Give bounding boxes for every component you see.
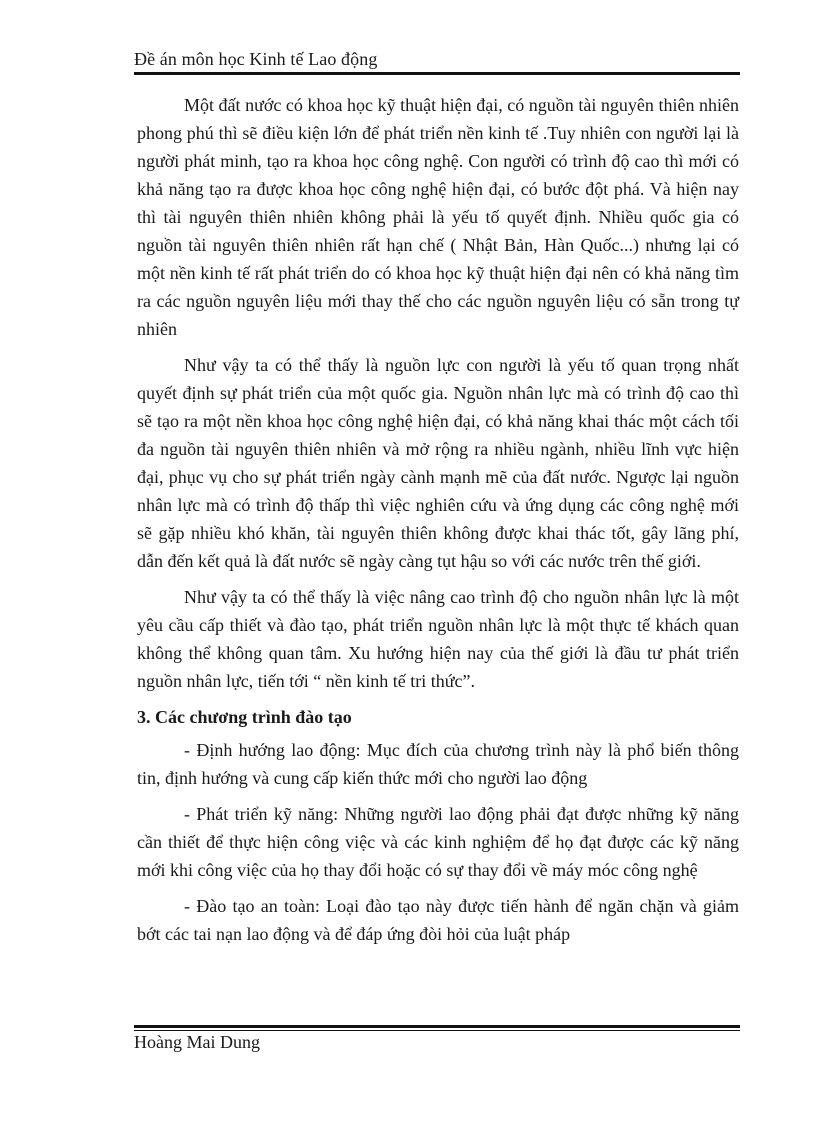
footer-rule-thick [134,1025,740,1028]
section-heading: 3. Các chương trình đào tạo [137,707,352,727]
page-header [134,48,740,70]
body-paragraph-1: Một đất nước có khoa học kỹ thuật hiện đại, có nguồn tài nguyên thiên nhiên phong phú thì sẽ điều kiện lớn để phát triển nền kinh tế .Tuy nhiên con người lại là người phát minh, tạo ra khoa học công nghệ. Con người có trình độ cao thì mới có khả năng tạo ra được khoa học công nghệ hiện đại, có bước đột phá. Và hiện nay thì tài nguyên thiên nhiên không phải là yếu tố quyết định. Nhiều quốc gia có nguồn tài nguyên thiên nhiên rất hạn chế ( Nhật Bản, Hàn Quốc...) nhưng lại có một nền kinh tế rất phát triển do có khoa học kỹ thuật hiện đại nên có khả năng tìm ra các nguồn nguyên liệu mới thay thế cho các nguồn nguyên liệu có sẵn trong tự nhiên [137,95,739,339]
footer-author: Hoàng Mai Dung [134,1032,260,1052]
list-item-skills: - Phát triển kỹ năng: Những người lao động phải đạt được những kỹ năng cần thiết để thực hiện công việc và các kinh nghiệm để họ đạt được các kỹ năng mới khi công việc của họ thay đổi hoặc có sự thay đổi về máy móc công nghệ [137,804,739,880]
body-paragraph-3: Như vậy ta có thể thấy là việc nâng cao trình độ cho nguồn nhân lực là một yêu cầu cấp thiết và đào tạo, phát triển nguồn nhân lực là một thực tế khách quan không thể không quan tâm. Xu hướng hiện nay của thế giới là đầu tư phát triển nguồn nhân lực, tiến tới “ nền kinh tế tri thức”. [137,587,739,691]
list-item-orientation: - Định hướng lao động: Mục đích của chương trình này là phổ biến thông tin, định hướng và cung cấp kiến thức mới cho người lao động [137,740,739,788]
document-title: Đề án môn học Kinh tế Lao động [134,49,378,69]
body-paragraph-2: Như vậy ta có thể thấy là nguồn lực con người là yếu tố quan trọng nhất quyết định sự phát triển của một quốc gia. Nguồn nhân lực mà có trình độ cao thì sẽ tạo ra một nền khoa học công nghệ hiện đại, có khả năng khai thác một cách tối đa nguồn tài nguyên thiên nhiên và mở rộng ra nhiều ngành, nhiều lĩnh vực hiện đại, phục vụ cho sự phát triển ngày cành mạnh mẽ của đất nước. Ngược lại nguồn nhân lực mà có trình độ thấp thì việc nghiên cứu và ứng dụng các công nghệ mới sẽ gặp nhiều khó khăn, tài nguyên thiên không được khai thác tốt, gây lãng phí, dẫn đến kết quả là đất nước sẽ ngày càng tụt hậu so với các nước trên thế giới. [137,355,739,571]
list-item-safety: - Đào tạo an toàn: Loại đào tạo này được tiến hành để ngăn chặn và giảm bớt các tai nạn lao động và để đáp ứng đòi hỏi của luật pháp [137,896,739,944]
document-body [137,91,739,948]
header-rule [134,72,740,75]
